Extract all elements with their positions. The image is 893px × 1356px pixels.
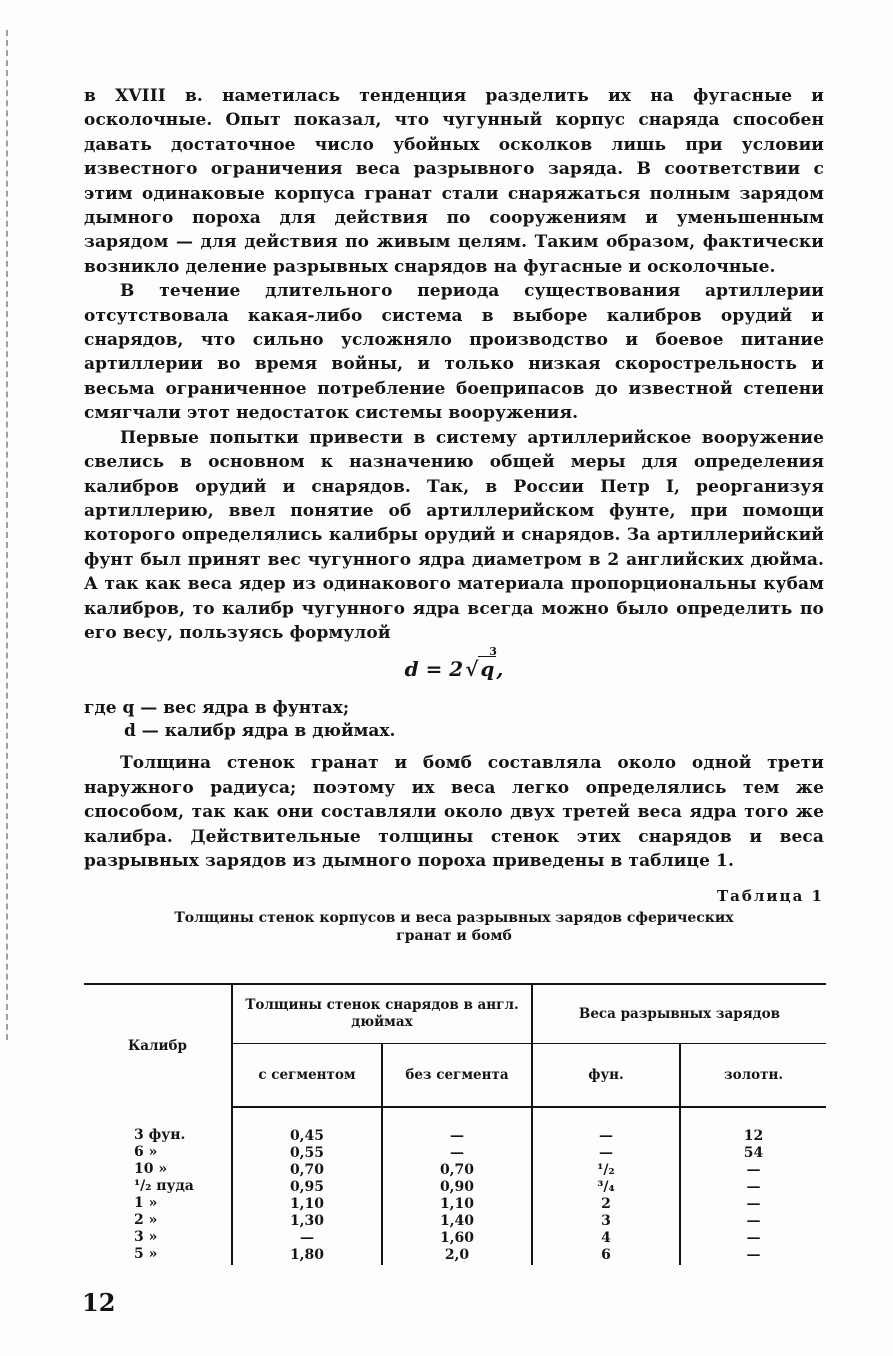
table-cell: 0,70: [289, 1162, 325, 1178]
table-cell: 1,80: [289, 1247, 325, 1263]
table-cell: 1,10: [439, 1196, 475, 1212]
formula-lhs: d: [404, 657, 419, 682]
formula-tail: ,: [496, 657, 504, 682]
table-cell: —: [746, 1196, 761, 1212]
table-cell: 2,0: [444, 1247, 470, 1263]
table-cell: 6: [601, 1247, 611, 1263]
table-cell: ¹/₂: [597, 1162, 615, 1178]
table-cell: —: [746, 1179, 761, 1195]
table-cell: 0,45: [289, 1128, 325, 1144]
table-cell: 0,55: [289, 1145, 325, 1161]
col-without-segment-header: без сегмента: [382, 1044, 532, 1108]
table-cell: —: [599, 1128, 613, 1144]
col-zolot-values: [680, 1107, 826, 1265]
table-cell: 5 »: [134, 1246, 158, 1262]
formula-legend: [84, 697, 824, 743]
table-cell: 1,40: [439, 1213, 475, 1229]
paragraph-4: Толщина стенок гранат и бомб составляла около одной трети наружного радиуса; поэтому их веса легко определялись тем же способом, так как они составляли около двух третей веса ядра того же калибра. Действительные толщины стенок этих снарядов и веса разрывных зарядов из дымного пороха приведены в таблице 1.: [84, 753, 824, 871]
table-cell: 2: [601, 1196, 611, 1212]
page-number: 12: [82, 1288, 116, 1317]
group-weights-header: Веса разрывных зарядов: [532, 984, 826, 1044]
cube-root: 3 √ q: [465, 645, 497, 682]
col-fun-values: [532, 1107, 680, 1265]
col-with-segment-values: [232, 1107, 382, 1265]
table-caption: [84, 909, 824, 945]
table-cell: 3 фун.: [134, 1127, 186, 1143]
col-caliber-header: Калибр: [84, 984, 232, 1107]
scan-edge-artifact: [6, 30, 12, 1040]
table-cell: 6 »: [134, 1144, 158, 1160]
table-cell: 2 »: [134, 1212, 158, 1228]
table-cell: 4: [601, 1230, 611, 1246]
col-with-segment-header: с сегментом: [232, 1044, 382, 1108]
table-cell: —: [450, 1128, 464, 1144]
root-index: 3: [489, 645, 497, 659]
data-table: [84, 983, 826, 1265]
table-cell: 1 »: [134, 1195, 158, 1211]
group-thickness-header: Толщины стенок снарядов в англ. дюймах: [232, 984, 532, 1044]
legend-line-q: где q — вес ядра в фунтах;: [84, 698, 350, 719]
table-label: Таблица 1: [716, 887, 824, 906]
table-cell: 10 »: [134, 1161, 168, 1177]
formula-eq: = 2: [418, 657, 464, 682]
table-cell: 12: [743, 1128, 764, 1144]
paragraph-1: в XVIII в. наметилась тенденция разделить их на фугасные и осколочные. Опыт показал, что чугунный корпус снаряда способен давать достаточное число убойных осколков лишь при условии известного ограничения веса разрывного заряда. В соответствии с этим одинаковые корпуса гранат стали снаряжаться полным зарядом дымного пороха для действия по сооружениям и уменьшенным зарядом — для действия по живым целям. Таким образом, фактически возникло деление разрывных снарядов на фугасные и осколочные.: [84, 86, 824, 277]
table-cell: 1,10: [289, 1196, 325, 1212]
formula-radicand: q: [480, 657, 495, 682]
table-cell: 0,90: [439, 1179, 475, 1195]
table-cell: —: [300, 1230, 314, 1246]
table-cell: 0,70: [439, 1162, 475, 1178]
table-caption-line-2: гранат и бомб: [396, 928, 512, 945]
table-cell: —: [599, 1145, 613, 1161]
table-cell: —: [746, 1213, 761, 1229]
table-cell: 1,30: [289, 1213, 325, 1229]
caliber-formula: [84, 645, 824, 693]
table-cell: 1,60: [439, 1230, 475, 1246]
legend-line-d: d — калибр ядра в дюймах.: [124, 721, 396, 742]
table-cell: —: [746, 1247, 761, 1263]
table-cell: 3: [601, 1213, 611, 1229]
table-cell: 54: [743, 1145, 764, 1161]
table-cell: —: [746, 1162, 761, 1178]
table-body-row: [84, 1107, 826, 1265]
table-caption-line-1: Толщины стенок корпусов и веса разрывных зарядов сферических: [174, 910, 734, 927]
col-caliber-values: [84, 1107, 232, 1265]
table-cell: ¹/₂ пуда: [134, 1178, 194, 1194]
col-zolot-header: золотн.: [680, 1044, 826, 1108]
table-cell: —: [450, 1145, 464, 1161]
col-fun-header: фун.: [532, 1044, 680, 1108]
col-without-segment-values: [382, 1107, 532, 1265]
table-cell: —: [746, 1230, 761, 1246]
paragraph-3: Первые попытки привести в систему артиллерийское вооружение свелись в основном к назначению общей меры для определения калибров орудий и снарядов. Так, в России Петр I, реорганизуя артиллерию, ввел понятие об артиллерийском фунте, при помощи которого определялись калибры орудий и снарядов. За артиллерийский фунт был принят вес чугунного ядра диаметром в 2 английских дюйма. А так как веса ядер из одинакового материала пропорциональны кубам калибров, то калибр чугунного ядра всегда можно было определить по его весу, пользуясь формулой: [84, 427, 824, 643]
body-text: [84, 84, 824, 957]
table-cell: 0,95: [289, 1179, 325, 1195]
table-cell: ³/₄: [597, 1179, 615, 1195]
paragraph-2: В течение длительного периода существования артиллерии отсутствовала какая-либо система в выборе калибров орудий и снарядов, что сильно усложняло производство и боевое питание артиллерии во время войны, и только низкая скорострельность и весьма ограниченное потребление боеприпасов до известной степени смягчали этот недостаток системы вооружения.: [84, 281, 824, 424]
table-cell: 3 »: [134, 1229, 158, 1245]
